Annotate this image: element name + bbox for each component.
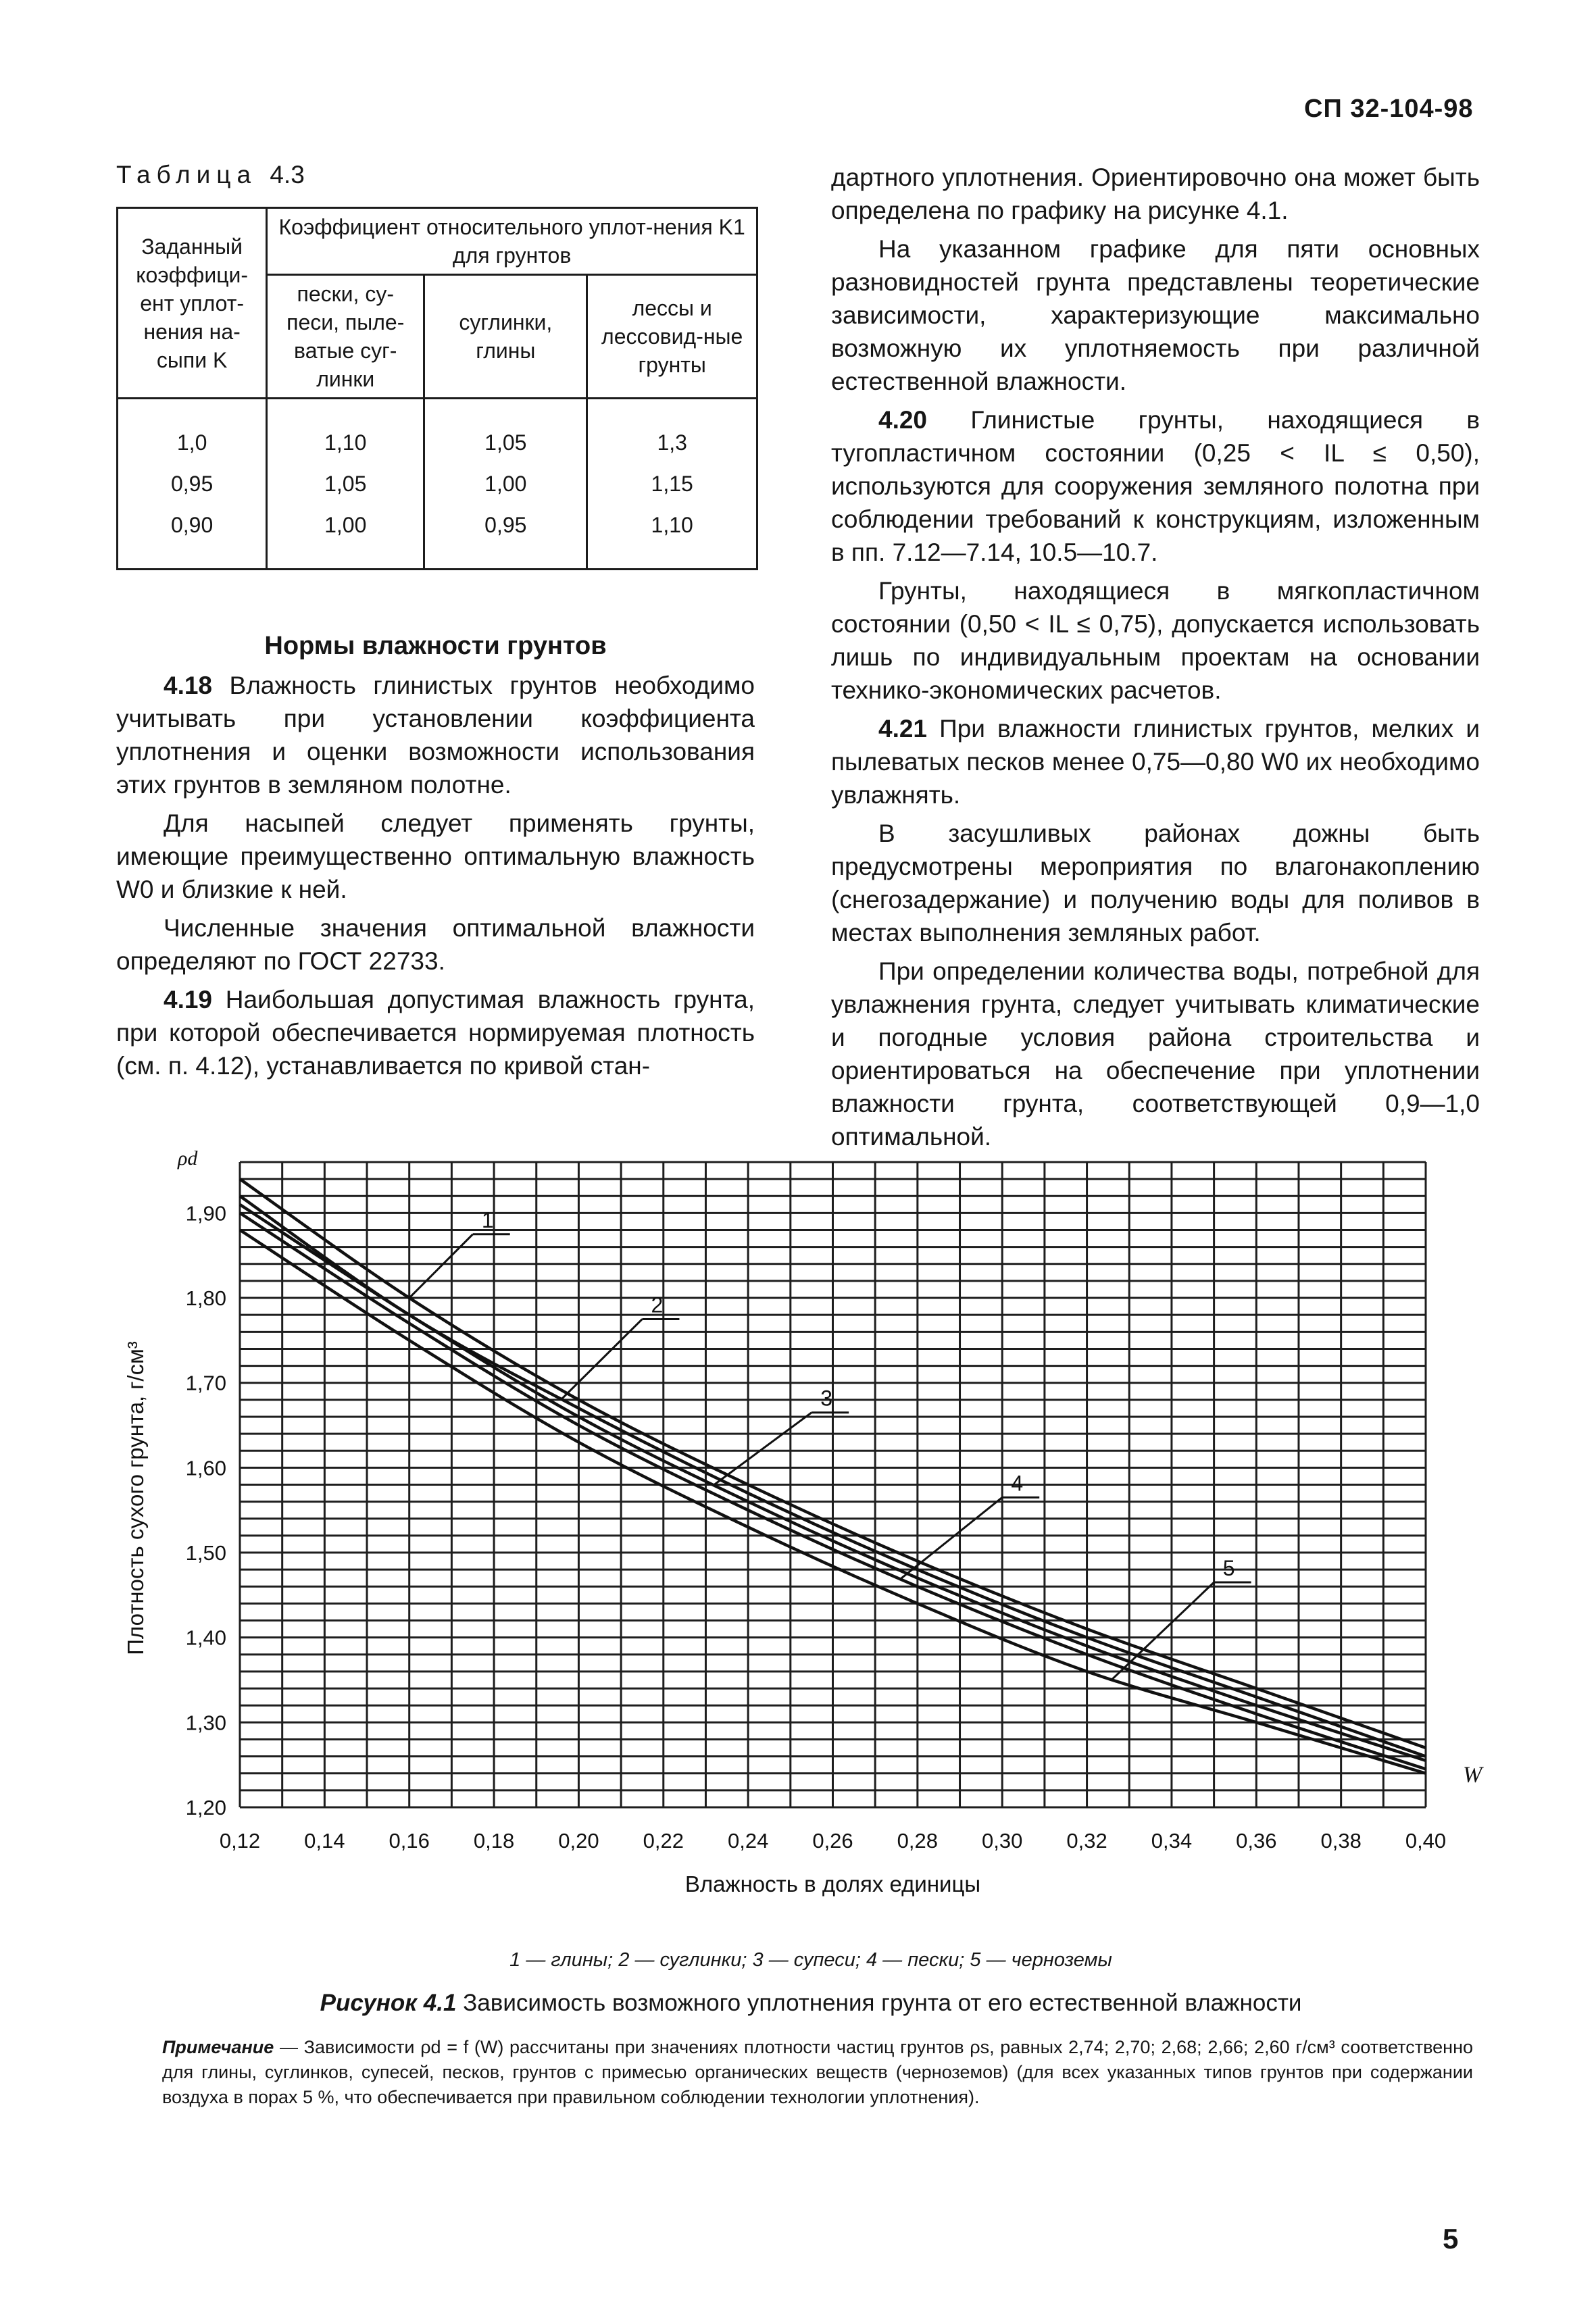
page-number: 5 [1443,2223,1459,2255]
table-row [118,399,757,463]
paragraph: Грунты, находящиеся в мягкопластичном состоянии (0,50 < IL ≤ 0,75), допускается использовать лишь по индивидуальным проектам на основании технико-экономических расчетов. [831,577,1480,704]
x-tick-label: 0,22 [643,1829,684,1853]
table-caption [116,161,305,189]
x-tick-label: 0,36 [1236,1829,1277,1853]
y-tick-label: 1,70 [185,1371,226,1395]
note-label: Примечание [162,2037,274,2057]
paragraph: При определении количества воды, потребной для увлажнения грунта, следует учитывать климатические и погодные условия района строительства и ориентироваться на обеспечение при уплотнении влажности грунта, соответствующей 0,9—1,0 оптимальной. [831,957,1480,1151]
x-tick-label: 0,16 [389,1829,430,1853]
leader-line [409,1234,473,1298]
curve-label: 3 [820,1386,833,1411]
table-cell: 1,3 [587,399,757,463]
y-tick-label: 1,20 [185,1796,226,1819]
y-axis-label: Плотность сухого грунта, г/см³ [123,1341,148,1655]
clause-number: 4.19 [164,986,213,1013]
x-axis-symbol: W [1463,1762,1482,1788]
table-cell: 1,05 [267,463,424,505]
x-tick-label: 0,20 [558,1829,599,1853]
clause-number: 4.20 [878,406,928,434]
paragraph-text: Наибольшая допустимая влажность грунта, при которой обеспечивается нормируемая плотность (см. п. 4.12), устанавливается по кривой стан- [116,986,755,1080]
paragraph-text: При влажности глинистых грунтов, мелких и пылеватых песков менее 0,75—0,80 W0 их необходимо увлажнять. [831,715,1480,809]
left-column [116,669,755,1088]
table-subheader: пески, су-песи, пыле-ватые суг-линки [267,275,424,399]
paragraph: дартного уплотнения. Ориентировочно она может быть определена по графику на рисунке 4.1. [831,164,1480,224]
document-code: СП 32-104-98 [1304,95,1474,123]
figure-caption [135,1990,1487,2017]
x-tick-label: 0,32 [1066,1829,1107,1853]
table-4-3 [116,207,758,570]
x-tick-label: 0,26 [812,1829,853,1853]
paragraph-4-18 [116,669,755,801]
table-cell: 0,95 [118,463,267,505]
table-subheader: суглинки, глины [424,275,587,399]
leader-line [901,1497,1002,1579]
x-tick-label: 0,24 [727,1829,769,1853]
table-row [118,505,757,570]
figure-note [162,2035,1473,2110]
right-column [831,161,1480,1159]
chart-svg [101,1142,1487,1939]
paragraph: Для насыпей следует применять грунты, имеющие преимущественно оптимальную влажность W0 и близкие к ней. [116,809,755,903]
x-tick-label: 0,38 [1320,1829,1362,1853]
paragraph-4-19 [116,983,755,1082]
y-tick-label: 1,40 [185,1626,226,1650]
x-tick-label: 0,40 [1405,1829,1447,1853]
x-tick-label: 0,14 [304,1829,345,1853]
table-caption-word: Таблица [116,161,257,188]
table-cell: 1,00 [267,505,424,570]
figure-4-1-chart [101,1142,1487,1939]
x-tick-label: 0,30 [982,1829,1023,1853]
paragraph-4-20 [831,403,1480,569]
table-cell: 1,05 [424,399,587,463]
y-axis-symbol: ρd [178,1147,198,1169]
table-cell: 1,15 [587,463,757,505]
x-tick-label: 0,12 [219,1829,261,1853]
section-title: Нормы влажности грунтов [264,632,607,660]
paragraph: В засушливых районах дожны быть предусмотрены мероприятия по влагонакоплению (снегозадержание) и получению воды для поливов в местах выполнения земляных работ. [831,820,1480,947]
table-header-group: Коэффициент относительного уплот-нения K1 для грунтов [267,208,757,275]
table-cell: 0,90 [118,505,267,570]
clause-number: 4.18 [164,672,213,699]
curve-label: 2 [651,1292,664,1317]
table-cell: 1,00 [424,463,587,505]
curve-label: 4 [1011,1471,1024,1496]
y-tick-label: 1,60 [185,1456,226,1480]
x-tick-label: 0,28 [897,1829,939,1853]
paragraph-4-21 [831,712,1480,811]
x-tick-label: 0,18 [473,1829,515,1853]
figure-legend: 1 — глины; 2 — суглинки; 3 — супеси; 4 — пески; 5 — черноземы [509,1949,1112,1971]
note-text: — Зависимости ρd = f (W) рассчитаны при значениях плотности частиц грунтов ρs, равных 2,74; 2,70; 2,68; 2,66; 2,60 г/см³ соответственно для глины, суглинков, супесей, песков, грунтов с примесью органических веществ (черноземов) (для всех указанных типов грунтов при содержании воздуха в порах 5 %, что обеспечивается при правильном соблюдении технологии уплотнения). [162,2037,1473,2107]
x-tick-label: 0,34 [1151,1829,1193,1853]
leader-line [714,1413,812,1485]
y-tick-label: 1,90 [185,1201,226,1226]
clause-number: 4.21 [878,715,928,743]
curve-label: 5 [1222,1556,1235,1581]
table-header-col1: Заданный коэффици-ент уплот-нения на-сыпи K [118,208,267,399]
table-cell: 1,10 [267,399,424,463]
y-tick-label: 1,30 [185,1711,226,1735]
paragraph: На указанном графике для пяти основных разновидностей грунта представлены теоретические зависимости, характеризующие максимально возможную их уплотняемость при различной естественной влажности. [831,235,1480,395]
table-cell: 1,0 [118,399,267,463]
table-caption-number: 4.3 [270,161,305,188]
paragraph: Численные значения оптимальной влажности определяют по ГОСТ 22733. [116,914,755,975]
table-cell: 0,95 [424,505,587,570]
y-tick-label: 1,80 [185,1286,226,1311]
figure-caption-text: Зависимость возможного уплотнения грунта от его естественной влажности [456,1990,1302,2016]
x-axis-label: Влажность в долях единицы [684,1871,981,1896]
figure-caption-label: Рисунок 4.1 [320,1990,457,2016]
table-row [118,463,757,505]
y-tick-label: 1,50 [185,1541,226,1565]
curve-label: 1 [481,1207,494,1232]
table-subheader: лессы и лессовид-ные грунты [587,275,757,399]
paragraph-text: Глинистые грунты, находящиеся в тугопластичном состоянии (0,25 < IL ≤ 0,50), используются для сооружения земляного полотна при соблюдении требований к конструкциям, изложенным в пп. 7.12—7.14, 10.5—10.7. [831,406,1480,566]
table-cell: 1,10 [587,505,757,570]
paragraph-text: Влажность глинистых грунтов необходимо учитывать при установлении коэффициента уплотнения и оценки возможности использования этих грунтов в земляном полотне. [116,672,755,799]
